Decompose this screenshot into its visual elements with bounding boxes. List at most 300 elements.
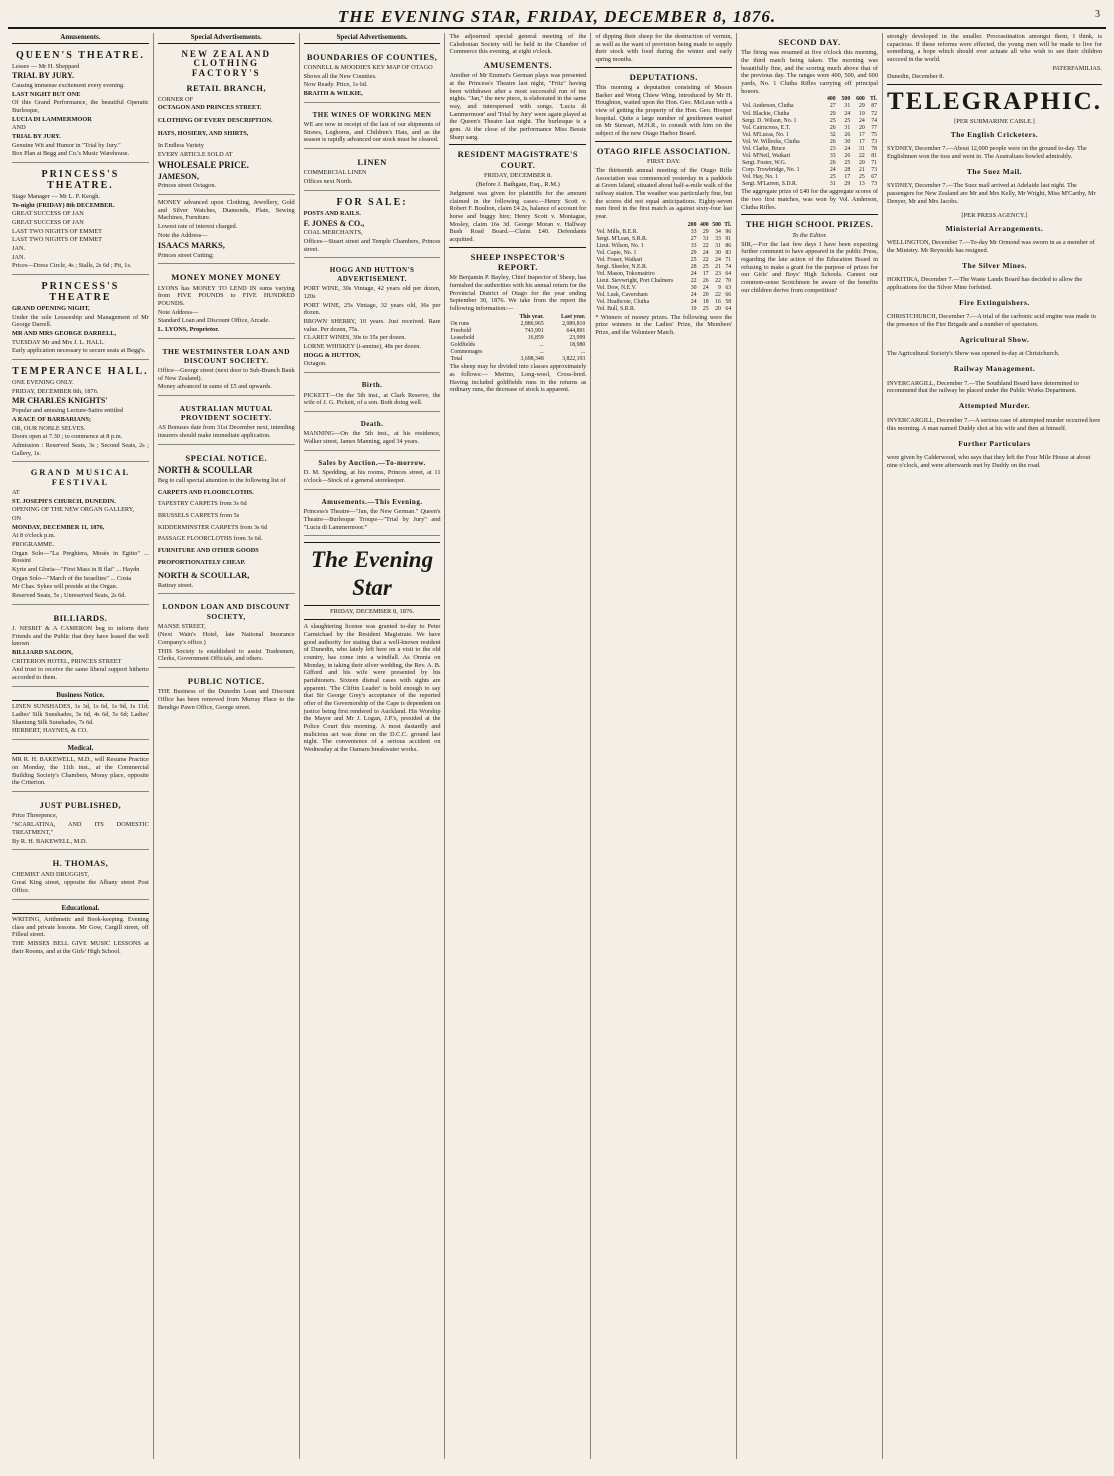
table-cell: 23,999 xyxy=(569,334,586,341)
score-row xyxy=(595,278,732,285)
table-cell: 91 xyxy=(725,235,732,242)
section-heading: Educational. xyxy=(12,904,149,915)
table-cell: Total xyxy=(450,356,463,363)
table-cell: 24 xyxy=(858,117,865,124)
public-notice-ad xyxy=(158,670,295,715)
article-body: of dipping their sheep for the destruction of vermin, as well as the want of provision being made to supply their stock with food during the winter and early spring months. xyxy=(595,33,733,64)
score-row xyxy=(741,160,878,167)
ad-line: OPENING OF THE NEW ORGAN GALLERY, xyxy=(12,506,135,514)
article-body: This morning a deputation consisting of Messrs Barker and Wong Chiew Wing, introduced by Mr H. Houghton, waited upon the Hon. Geo. McLean with a view of getting the property of the Hon. Geo. Hooper hospital. Quite a large number of gentlemen waited on Mr Stewart, M.H.R., to consult with him on the subject of the new Otago Harbor Board. xyxy=(595,84,733,138)
table-header-cell: 400 xyxy=(826,96,836,103)
ad-line: CHEMIST AND DRUGGIST, xyxy=(12,870,89,878)
ad-line: CARPETS AND FLOORCLOTHS. xyxy=(157,488,254,496)
ad-line: "SCARLATINA, AND ITS DOMESTIC TREATMENT," xyxy=(12,821,149,836)
temperance-hall-ad xyxy=(12,362,149,462)
table-cell: Goldfields xyxy=(450,342,475,349)
table-cell: 20 xyxy=(858,159,865,166)
death-notice xyxy=(304,414,441,451)
money-ad xyxy=(158,197,295,264)
table-cell: 9 xyxy=(717,285,721,292)
table-cell: 24 xyxy=(715,257,721,264)
ad-title: LONDON LOAN AND DISCOUNT SOCIETY, xyxy=(162,602,291,621)
ad-title: TEMPERANCE HALL. xyxy=(12,366,149,378)
ad-line: BROWN SHERRY, 10 years. Just received. Rare value. Per dozen, 75s. xyxy=(303,318,441,333)
ad-line: GRAND OPENING NIGHT, xyxy=(12,305,90,313)
amp-society-ad xyxy=(158,398,295,445)
medical-notice xyxy=(12,742,149,792)
table-cell: 24 xyxy=(829,167,836,174)
ad-line: COAL MERCHANTS, xyxy=(303,229,363,237)
article-body: SIR,—For the last few days I have been expecting further comment to have appeared in the public Press, regarding the late action of the Education Board in refusing to make a grant for the purpose of prizes for our Girls' and Boys' High Schools. Cannot our common-sense Scotchmen be aware of the benefits our children derive from competition? xyxy=(741,240,878,294)
letter-article xyxy=(741,241,878,295)
ad-line: THE MISSES BELL GIVE MUSIC LESSONS at their Rooms, and at the Girls' High School. xyxy=(12,940,149,955)
ad-line: Office—George street (next door to Sub-Branch Bank of New Zealand). xyxy=(157,367,295,382)
table-cell: 64 xyxy=(725,306,732,313)
article-body: WELLINGTON, December 7.—To-day Mr Ormond was sworn in as a member of the Ministry. Mr Reynolds has resigned. xyxy=(886,239,1095,254)
section-heading: Medical. xyxy=(12,744,149,755)
ad-line: And trust to receive the same liberal support hitherto accorded to them. xyxy=(12,666,149,682)
ad-line: WE are now in receipt of the last of our shipments of Straws, Leghorns, and Children's Hats, and as the season is rapidly advanced our stock must be cleared. xyxy=(303,121,441,144)
table-cell: ... xyxy=(539,342,544,349)
article-body: HOKITIKA, December 7.—The Waste Lands Board has decided to allow the applications for the Silver Mine forfeited. xyxy=(886,276,1083,291)
table-cell: 13 xyxy=(858,181,865,188)
table-cell: 71 xyxy=(725,257,732,264)
ad-line: Kyrie and Gloria—"First Mass in B flat" ... Haydn xyxy=(12,565,140,573)
table-cell: 26 xyxy=(829,138,836,145)
table-header-cell: Tl. xyxy=(724,221,732,228)
article-body: SYDNEY, December 7.—About 12,000 people were on the ground to-day. The Englishmen won the toss and went in. The Australians bowled admirably. xyxy=(886,145,1087,161)
table-cell: 96 xyxy=(725,228,732,235)
article-body: were given by Calderwood, who says that they left the Four Mile House at about nine o'clock, and were afterwards met by Duddy on the road. xyxy=(886,453,1091,469)
ad-title: PRINCESS'S THEATRE xyxy=(41,281,120,304)
ad-line: HOGG & HUTTON, xyxy=(303,351,361,359)
ad-line: Shows all the New Counties. xyxy=(303,72,377,80)
business-notice xyxy=(12,689,149,740)
table-cell: 87 xyxy=(871,103,877,110)
ad-line: LORNE WHISKEY (i-annine), 48s per dozen. xyxy=(303,343,421,351)
table-cell: 33 xyxy=(829,152,836,159)
article-body: strongly developed in the smaller. Procrastination amongst them, I think, is capacious. If these reforms were effected, the young men will be made to live for something, a hope which should ever actuate all who wish to see their children succeed in the world. xyxy=(886,33,1102,64)
table-cell: 20 xyxy=(858,124,865,131)
ad-line: HATS, HOSIERY, AND SHIRTS, xyxy=(157,129,249,137)
article-body: The firing was resumed at five o'clock this morning, the third match being taken. The morning was beautifully fine, and the scoring much above that of the previous day. The ranges were 400, 500, and 600 yards, No. 1 Clutha Rifles carrying off principal honors. xyxy=(741,49,878,95)
clothing-factory-ad xyxy=(158,46,295,195)
ad-line: MR CHARLES KNIGHTS' xyxy=(12,396,108,406)
sheep-row xyxy=(449,321,586,328)
ad-line: Admission : Reserved Seats, 3s ; Second Seats, 2s ; Gallery, 1s. xyxy=(12,441,149,457)
ad-title: SPECIAL NOTICE. xyxy=(185,452,268,463)
ad-line: Organ Solo—"La Preghiera, Mosès in Egitto" ... Rossini xyxy=(12,549,149,565)
table-cell: 33 xyxy=(690,242,697,249)
table-cell: Commonages xyxy=(450,349,483,356)
ad-line: To-night (FRIDAY) 8th DECEMBER. xyxy=(12,201,115,209)
ad-line: Money advanced in sums of £5 and upwards. xyxy=(157,383,272,391)
table-cell: 29 xyxy=(702,228,709,235)
ad-line: Stage Manager — Mr L. P. Keogh. xyxy=(12,193,100,200)
ad-line: L. LYONS, Proprietor. xyxy=(157,326,219,334)
article-body: The sheep may be divided into classes approximately as follows:— Merino, Long-wool, Cross-bred. Having included goldfields runs in the returns as ordinary runs, the decrease of stock is apparent. xyxy=(449,363,587,394)
table-cell: 30 xyxy=(715,249,721,256)
table-cell: 75 xyxy=(871,131,877,138)
ad-line: PROGRAMME. xyxy=(12,540,55,548)
table-cell: 26 xyxy=(829,159,836,166)
ad-line: ISAACS MARKS, xyxy=(157,240,225,251)
table-cell: 73 xyxy=(871,167,877,174)
article-subline: (Before J. Bathgate, Esq., R.M.) xyxy=(476,181,560,189)
table-cell: 27 xyxy=(690,235,697,242)
letter-dateline: Dunedin, December 8. xyxy=(886,73,944,81)
notice-title: Birth. xyxy=(361,381,383,390)
ad-line: OR, OUR NOBLE SELVES. xyxy=(12,424,86,432)
ad-line: ONE EVENING ONLY. xyxy=(12,379,74,387)
table-cell: 20 xyxy=(715,306,721,313)
table-cell: 67 xyxy=(871,174,877,181)
counties-map-ad xyxy=(304,46,441,103)
table-cell: ... xyxy=(580,349,586,356)
article-body: Judgment was given for plaintiffs for the amount claimed in the following cases:—Henry Scott v. Robert F. Boulton, claim £4 2s, balance of account for horse and buggy hire; Henry Scott v. Montague, Mosley, claim 16s 3d. George Moran v. Halfway Bush Road Board.—Claim £40. Defendants acquitted. xyxy=(449,189,587,244)
ad-line: Princes street Octagon. xyxy=(157,182,217,190)
ad-subtitle: RETAIL BRANCH, xyxy=(186,83,267,94)
ad-line: GREAT SUCCESS OF JAN xyxy=(12,219,84,227)
ad-title: THE WESTMINSTER LOAN AND DISCOUNT SOCIETY. xyxy=(162,346,290,365)
lead-article xyxy=(304,623,441,753)
ad-line: A RACE OF BARBARIANS; xyxy=(12,415,92,423)
sheep-row xyxy=(449,342,586,349)
newspaper-nameplate: The Evening Star xyxy=(304,542,441,606)
table-cell: Vol. Anderson, Clutha xyxy=(742,103,794,110)
table-cell: 73 xyxy=(871,138,877,145)
table-cell: 28 xyxy=(690,264,697,271)
table-cell: 17 xyxy=(844,174,851,181)
score-row xyxy=(741,146,878,153)
table-cell: 83 xyxy=(725,249,732,256)
billiards-ad xyxy=(12,607,149,687)
edition-date: FRIDAY, DECEMBER 8, 1876. xyxy=(329,608,415,616)
westminster-loan-ad xyxy=(158,341,295,396)
divider xyxy=(887,84,1102,85)
table-cell: 2,989,810 xyxy=(562,320,586,327)
ad-line: Early application necessary to secure seats at Begg's. xyxy=(12,347,146,355)
ad-line: Princes street Cutting; xyxy=(157,251,214,259)
table-cell: Sergt. Sheeler, N.E.R. xyxy=(596,264,648,271)
score-row xyxy=(595,285,732,292)
telegraphic-heading: TELEGRAPHIC. xyxy=(886,88,1102,116)
article-date: FRIDAY, DECEMBER 8. xyxy=(483,172,552,180)
article-body: The aggregate prize of £40 for the aggregate scores of the two first matches, was won by Vol. Anderson, Clutha Rifles. xyxy=(741,188,878,211)
score-row xyxy=(741,132,878,139)
table-cell: Sergt. M'Lean, S.R.R. xyxy=(596,235,648,242)
article-body: The Agricultural Society's Show was opened to-day at Christchurch. xyxy=(886,350,1060,358)
article-body: The adjourned special general meeting of the Caledonian Society will be held in the Chamber of Commerce this evening, at eight o'clock. xyxy=(449,33,587,56)
section-heading: Special Advertisements. xyxy=(158,33,295,44)
aggregate-note xyxy=(741,188,878,211)
posts-rails-ad xyxy=(304,193,441,258)
table-cell: 3,698,348 xyxy=(520,356,544,363)
table-cell: 23 xyxy=(829,145,836,152)
ad-line: Reserved Seats, 5s ; Unreserved Seats, 2s 6d. xyxy=(12,591,127,599)
ad-line: KIDDERMINSTER CARPETS from 3s 6d xyxy=(157,523,268,531)
table-cell: 24 xyxy=(702,285,709,292)
sheep-table xyxy=(449,314,586,363)
article-subline: To the Editor. xyxy=(792,231,828,239)
article-body: * Winners of money prizes. The following were the prize winners in the Ladies' Prize, the Members' Prize, and the Volunteer Match. xyxy=(595,313,733,336)
chemist-ad xyxy=(12,852,149,899)
ad-line: Organ Solo—"March of the Israelites" ... Costa xyxy=(12,574,132,582)
ad-line: MONDAY, DECEMBER 11, 1876, xyxy=(12,523,105,531)
article-heading: SHEEP INSPECTOR'S REPORT. xyxy=(470,251,566,273)
ad-line: POSTS AND RAILS. xyxy=(303,209,361,217)
ad-title: BILLIARDS. xyxy=(53,612,108,623)
table-header-cell: 400 xyxy=(699,221,709,228)
ad-title: GRAND MUSICAL FESTIVAL xyxy=(30,467,131,487)
article-body: The thirteenth annual meeting of the Otago Rifle Association was commenced yesterday in a paddock at Green Island, situated about half-a-mile walk of the railway station. The weather was particularly fine, but the scores did not equal anticipations. Eighty-seven men fired in the first match as against sixty-four last year. xyxy=(595,167,733,221)
score-row xyxy=(595,257,732,264)
table-cell: 24 xyxy=(702,249,709,256)
masthead xyxy=(8,7,1106,29)
score-row xyxy=(595,229,732,236)
score-row xyxy=(741,167,878,174)
table-cell: 29 xyxy=(858,103,865,110)
ad-line: ON xyxy=(12,514,22,522)
table-cell: 16 xyxy=(715,299,721,306)
ad-line: F. JONES & CO., xyxy=(303,218,365,228)
ad-line: Octagon. xyxy=(303,360,327,368)
page-number: 3 xyxy=(1095,9,1100,20)
table-cell: 24 xyxy=(844,145,851,152)
table-cell: 81 xyxy=(871,152,877,159)
ad-title: PRINCESS'S THEATRE. xyxy=(41,169,120,191)
table-cell: 72 xyxy=(871,110,877,117)
notice-text: Princess's Theatre—"Jan, the New German." Queen's Theatre—Burlesque Troupe—"Trial by Jury" and "Lucia di Lammermoor." xyxy=(303,508,441,531)
column-4 xyxy=(445,33,591,1459)
ad-line: Prices—Dress Circle, 4s ; Stalls, 2s 6d ; Pit, 1s. xyxy=(12,262,132,270)
table-cell: 74 xyxy=(725,264,732,271)
ad-line: GREAT SUCCESS OF JAN xyxy=(12,210,84,218)
divider xyxy=(595,141,732,142)
deputations-article xyxy=(595,84,732,138)
london-loan-ad xyxy=(158,596,295,668)
article-heading: THE HIGH SCHOOL PRIZES. xyxy=(745,219,874,230)
sheep-row xyxy=(449,356,586,363)
divider xyxy=(449,144,586,145)
ad-line: JAMESON, xyxy=(157,171,199,181)
ad-line: Beg to call special attention to the following list of xyxy=(157,477,286,485)
ad-line: CORNER OF xyxy=(157,95,193,103)
princess-opening-ad xyxy=(12,277,149,360)
ad-line: FURNITURE AND OTHER GOODS xyxy=(157,547,259,555)
ad-line: Popular and amusing Lecture-Satire entitled xyxy=(12,407,124,415)
rifle-article-cont xyxy=(595,314,732,337)
table-header-cell: Tl. xyxy=(870,96,877,103)
ad-line: (Next Wain's Hotel, late National Insurance Company's office.) xyxy=(157,631,295,647)
table-cell: Sergt. M'Larren, S.D.R. xyxy=(742,181,798,188)
ad-line: Genuine Wit and Humor in "Trial by Jury." xyxy=(12,141,121,149)
ad-line: Doors open at 7.30 ; to commence at 8 p.m. xyxy=(12,433,123,441)
rifle-article xyxy=(595,167,732,221)
notice-title: Sales by Auction.—To-morrow. xyxy=(318,458,426,467)
musical-festival-ad xyxy=(12,464,149,604)
ad-line: BRAITH & WILKIE, xyxy=(303,89,363,97)
score-row xyxy=(741,111,878,118)
table-cell: Sergt. D. Wilson, No. 1 xyxy=(742,117,797,124)
sheep-row xyxy=(449,349,586,356)
article-body: INVERCARGILL, December 7.—A serious case of attempted murder occurred here this morning. A man named Duddy shot at his wife and then at himself. xyxy=(886,416,1101,432)
ad-line: MR AND MRS GEORGE DARRELL, xyxy=(12,330,117,338)
table-cell: ... xyxy=(539,349,544,356)
ad-line: JAN. xyxy=(12,253,26,261)
score-row xyxy=(595,306,732,313)
ad-line: Under the sole Lesseeship and Management of Mr George Darrell. xyxy=(12,313,149,329)
ad-line: EVERY ARTICLE SOLD AT xyxy=(157,150,233,158)
ad-line: LAST TWO NIGHTS OF EMMET xyxy=(12,236,103,244)
second-day-article xyxy=(741,49,878,95)
ad-line: LUCIA DI LAMMERMOOR xyxy=(12,115,92,123)
educational-notice xyxy=(12,902,149,960)
table-cell: Vol. M'Lucas, No. 1 xyxy=(742,131,789,138)
table-cell: 74 xyxy=(871,117,877,124)
score-row xyxy=(741,153,878,160)
table-cell: 33 xyxy=(715,235,721,242)
ad-title: LINEN xyxy=(357,157,387,168)
table-header-cell xyxy=(595,222,685,229)
table-cell: 26 xyxy=(829,124,836,131)
table-cell: 24 xyxy=(690,292,697,299)
table-cell: 24 xyxy=(844,110,851,117)
ad-line: WHOLESALE PRICE. xyxy=(157,159,249,170)
ad-title: NEW ZEALAND CLOTHING FACTORY'S xyxy=(181,48,272,79)
letter-article-end xyxy=(887,33,1102,64)
table-cell: 22 xyxy=(715,292,721,299)
table-cell: 17 xyxy=(858,131,865,138)
article-body: Mr Benjamin P. Bayley, Chief Inspector of Sheep, has furnished the authorities with his annual return for the Provincial District of Otago for the year ending September 30, 1876. We take from the report the following information:— xyxy=(449,274,587,313)
table-cell: 25 xyxy=(829,117,836,124)
queens-theatre-ad xyxy=(12,46,149,163)
ad-line: PROPORTIONATELY CHEAP. xyxy=(157,558,246,566)
table-cell: 743,991 xyxy=(524,327,544,334)
ad-line: Great King street, opposite the Albany street Post Office. xyxy=(12,879,149,894)
table-cell: 2,886,965 xyxy=(520,320,544,327)
ad-line: BILLIARD SALOON, xyxy=(12,649,73,656)
table-cell: 18,980 xyxy=(569,342,586,349)
table-cell: Vol. M'Neil, Waikari xyxy=(742,152,791,159)
table-cell: 73 xyxy=(871,181,877,188)
table-cell: 19 xyxy=(858,110,865,117)
ad-line: Box Plan at Begg and Co.'s Music Warehouse. xyxy=(12,150,130,158)
caledonian-notice xyxy=(449,33,586,56)
table-cell: 28 xyxy=(844,167,851,174)
table-cell: 33 xyxy=(690,228,697,235)
columns xyxy=(8,33,1106,1459)
table-cell: 17 xyxy=(702,271,709,278)
table-cell: 22 xyxy=(702,242,709,249)
divider xyxy=(595,67,732,68)
ad-line: Of this Grand Performance, the beautiful Operatic Burlesque, xyxy=(12,99,149,114)
table-cell: Freehold xyxy=(450,327,472,334)
ad-line: BRUSSELS CARPETS from 5s xyxy=(157,512,240,520)
table-cell: Vol. Blackie, Clutha xyxy=(742,110,790,117)
table-cell: 31 xyxy=(715,242,721,249)
table-cell: 78 xyxy=(871,145,877,152)
table-cell: Vol. Hay, No. 1 xyxy=(742,174,779,181)
table-cell: 22 xyxy=(702,257,709,264)
article-heading: Agricultural Show. xyxy=(959,334,1030,344)
table-header-row xyxy=(449,314,586,321)
score-row xyxy=(595,264,732,271)
ad-line: Mr Chas. Sykes will preside at the Organ. xyxy=(12,583,118,591)
ad-line: Offices next North. xyxy=(303,178,353,186)
table-cell: 3,822,193 xyxy=(562,356,586,363)
table-cell: Vol. Dow, N.E.V. xyxy=(596,285,637,292)
table-cell: 66 xyxy=(725,292,732,299)
article-heading: Fire Extinguishers. xyxy=(959,297,1030,307)
ad-line: Price Threepence, xyxy=(12,812,58,820)
ad-line: MANSE STREET, xyxy=(157,622,206,630)
article-heading: Ministerial Arrangements. xyxy=(945,223,1044,233)
table-cell: Vol. Mason, Tokomairiro xyxy=(596,271,655,278)
sheep-article xyxy=(449,274,586,312)
table-header-cell: This year. xyxy=(519,313,544,320)
table-cell: 32 xyxy=(829,131,836,138)
table-cell: 22 xyxy=(715,278,721,285)
table-cell: On runs xyxy=(450,320,470,327)
notice-text: D. M. Spedding, at his rooms, Princes street, at 11 o'clock—Stock of a general storekeeper. xyxy=(303,469,441,484)
table-cell: 23 xyxy=(715,271,721,278)
notice-title: Death. xyxy=(360,419,384,428)
table-cell: 25 xyxy=(702,306,709,313)
ad-line: THIS Society is established to assist Tradesmen, Clerks, Government Officials, and others. xyxy=(157,647,295,663)
notice-text: PICKETT—On the 5th inst., at Clark Reserve, the wife of J. G. Pickett, of a son. Both doing well. xyxy=(303,391,441,407)
table-cell: 64 xyxy=(725,271,732,278)
ad-line: JAN. xyxy=(12,245,26,253)
ad-line: Note the Address— xyxy=(157,231,208,239)
ad-line: CLOTHING OF EVERY DESCRIPTION. xyxy=(157,116,273,124)
sheep-article-end xyxy=(595,33,732,64)
amusements-article xyxy=(449,72,586,141)
divider xyxy=(741,214,878,215)
table-cell: Vol. W. Willocks, Clutha xyxy=(742,138,800,145)
table-cell: Sergt. Foster, W.G. xyxy=(742,159,787,166)
ad-line: ST. JOSEPH'S CHURCH, DUNEDIN. xyxy=(12,497,116,505)
ad-line: NORTH & SCOULLAR xyxy=(157,465,253,476)
table-cell: 19 xyxy=(690,306,697,313)
ad-line: COMMERCIAL LINEN xyxy=(303,169,367,177)
table-cell: 31 xyxy=(829,181,836,188)
table-cell: Lieut. Sievwright, Port Chalmers xyxy=(596,278,674,285)
table-cell: 25 xyxy=(844,159,851,166)
ad-title: BOUNDARIES OF COUNTIES, xyxy=(306,51,438,62)
ad-line: TUESDAY Mr and Mrs J. L. HALL. xyxy=(12,338,105,346)
ad-line: Now Ready. Price, 1s 6d. xyxy=(303,81,368,89)
table-cell: 31 xyxy=(844,124,851,131)
table-cell: 70 xyxy=(725,278,732,285)
second-day-scores-table xyxy=(741,96,878,188)
score-row xyxy=(741,139,878,146)
ad-line: AS Bonuses date from 31st December next, intending insurers should make immediate application. xyxy=(157,424,295,440)
ad-line: Causing immense excitement every evening. xyxy=(12,81,125,89)
ad-title: AUSTRALIAN MUTUAL PROVIDENT SOCIETY. xyxy=(179,404,273,423)
table-cell: Vol. Clarke, Bruce xyxy=(742,145,786,152)
table-cell: 63 xyxy=(725,285,732,292)
ad-line: NORTH & SCOULLAR, xyxy=(157,570,250,581)
table-cell: 18 xyxy=(702,299,709,306)
sheep-row xyxy=(449,335,586,342)
article-heading: The Suez Mail. xyxy=(966,167,1023,177)
court-article xyxy=(449,190,586,244)
score-row xyxy=(595,271,732,278)
ad-line: LAST TWO NIGHTS OF EMMET xyxy=(12,227,103,235)
table-cell: 21 xyxy=(858,167,865,174)
table-header-cell: 200 xyxy=(687,221,697,228)
